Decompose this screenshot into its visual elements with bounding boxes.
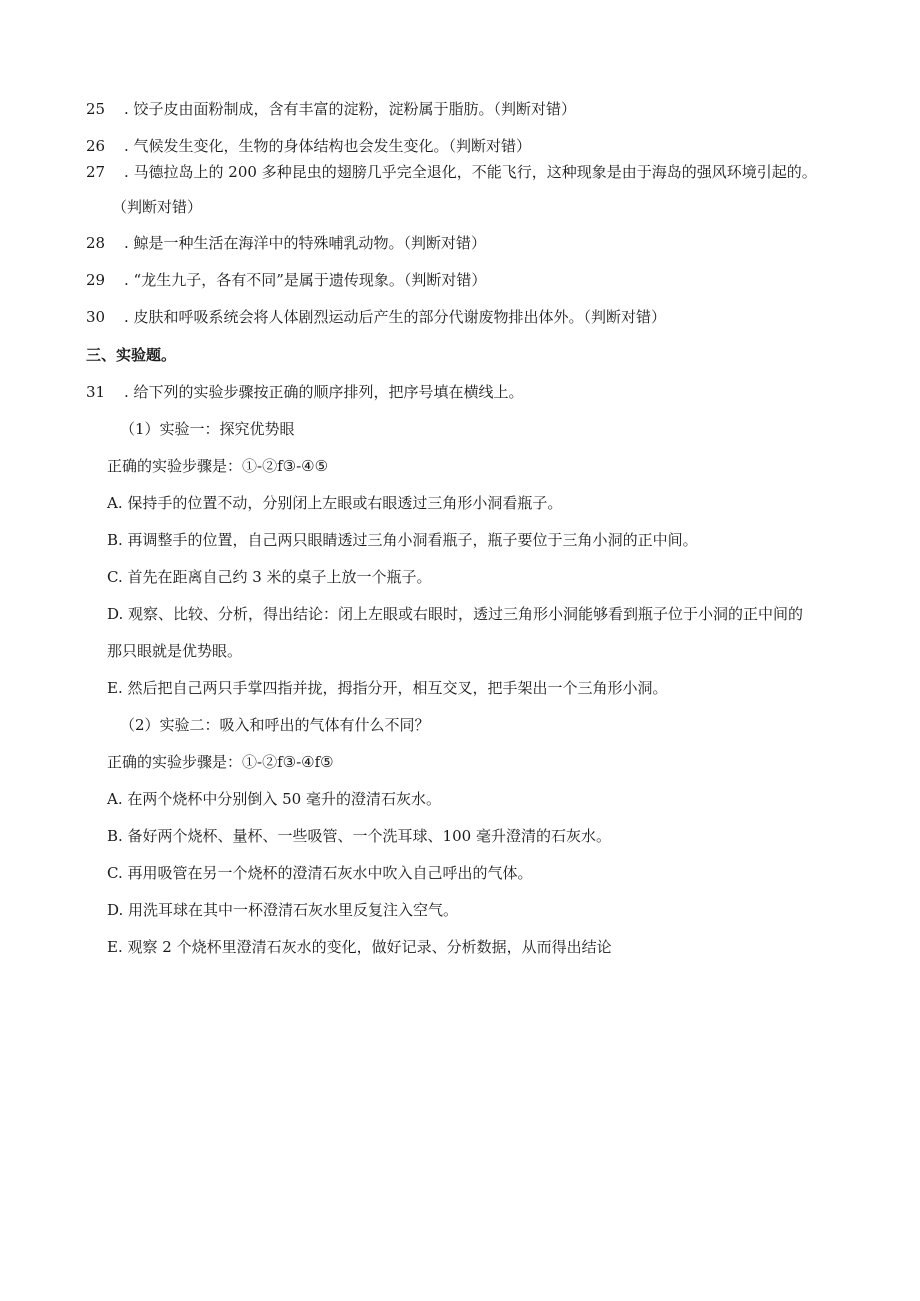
experiment-2-option-c: C. 再用吸管在另一个烧杯的澄清石灰水中吹入自己呼出的气体。 bbox=[107, 864, 533, 882]
question-text: . 鲸是一种生活在海洋中的特殊哺乳动物。（判断对错） bbox=[124, 234, 487, 252]
experiment-2-option-b: B. 备好两个烧杯、量杯、一些吸管、一个洗耳球、100 毫升澄清的石灰水。 bbox=[107, 827, 611, 845]
experiment-1-title: （1）实验一：探究优势眼 bbox=[120, 420, 295, 438]
question-30 bbox=[86, 307, 666, 327]
question-text: . 气候发生变化，生物的身体结构也会发生变化。（判断对错） bbox=[124, 137, 532, 155]
experiment-2-option-e: E. 观察 2 个烧杯里澄清石灰水的变化，做好记录、分析数据，从而得出结论 bbox=[107, 938, 612, 956]
experiment-1-option-e: E. 然后把自己两只手掌四指并拢，拇指分开，相互交叉，把手架出一个三角形小洞。 bbox=[107, 679, 668, 697]
experiment-1-option-b: B. 再调整手的位置，自己两只眼睛透过三角小洞看瓶子，瓶子要位于三角小洞的正中间。 bbox=[107, 531, 698, 549]
experiment-1-option-d: D. 观察、比较、分析，得出结论：闭上左眼或右眼时，透过三角形小洞能够看到瓶子位于小洞的正中间的 bbox=[107, 605, 804, 623]
section-heading: 三、实验题。 bbox=[86, 346, 177, 364]
question-number: 29 bbox=[86, 271, 106, 289]
question-27 bbox=[86, 162, 817, 182]
question-text: . 饺子皮由面粉制成，含有丰富的淀粉，淀粉属于脂肪。（判断对错） bbox=[124, 100, 577, 118]
experiment-2-title: （2）实验二：吸入和呼出的气体有什么不同？ bbox=[120, 716, 430, 734]
experiment-1-steps: 正确的实验步骤是：①-②f③-④⑤ bbox=[107, 457, 329, 475]
question-number: 31 bbox=[86, 383, 106, 401]
question-number: 28 bbox=[86, 234, 106, 252]
experiment-1-option-a: A. 保持手的位置不动，分别闭上左眼或右眼透过三角形小洞看瓶子。 bbox=[107, 494, 563, 512]
question-25 bbox=[86, 99, 576, 119]
question-text: . “龙生九子，各有不同”是属于遗传现象。（判断对错） bbox=[124, 271, 487, 289]
question-28 bbox=[86, 233, 486, 253]
question-text: . 给下列的实验步骤按正确的顺序排列，把序号填在横线上。 bbox=[124, 383, 524, 401]
question-number: 26 bbox=[86, 137, 106, 155]
experiment-2-option-a: A. 在两个烧杯中分别倒入 50 毫升的澄清石灰水。 bbox=[107, 790, 441, 808]
experiment-2-steps: 正确的实验步骤是：①-②f③-④f⑤ bbox=[107, 753, 334, 771]
question-number: 25 bbox=[86, 100, 106, 118]
question-number: 30 bbox=[86, 308, 106, 326]
question-26 bbox=[86, 136, 531, 156]
experiment-1-option-d-continuation: 那只眼就是优势眼。 bbox=[107, 642, 243, 660]
question-number: 27 bbox=[86, 163, 106, 181]
experiment-2-option-d: D. 用洗耳球在其中一杯澄清石灰水里反复注入空气。 bbox=[107, 901, 459, 919]
question-31 bbox=[86, 382, 524, 402]
question-text: . 马德拉岛上的 200 多种昆虫的翅膀几乎完全退化，不能飞行，这种现象是由于海岛的强风环境引起的。 bbox=[124, 163, 817, 181]
question-29 bbox=[86, 270, 486, 290]
question-27-continuation: （判断对错） bbox=[112, 198, 203, 216]
question-text: . 皮肤和呼吸系统会将人体剧烈运动后产生的部分代谢废物排出体外。（判断对错） bbox=[124, 308, 667, 326]
experiment-1-option-c: C. 首先在距离自己约 3 米的桌子上放一个瓶子。 bbox=[107, 568, 432, 586]
